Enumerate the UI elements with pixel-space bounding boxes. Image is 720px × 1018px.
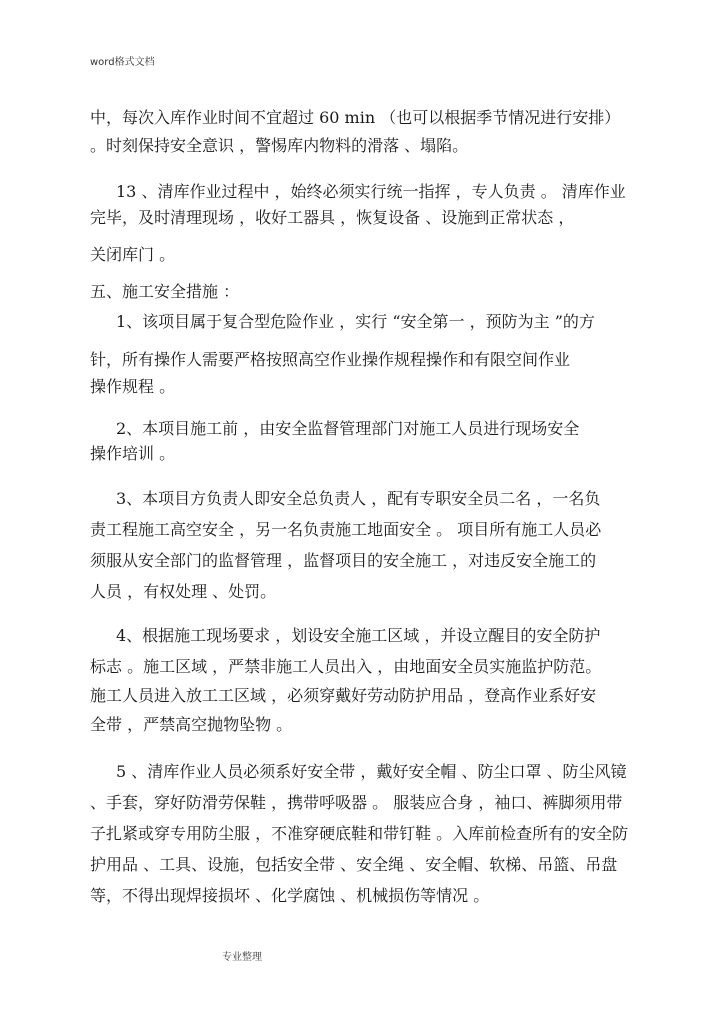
body-line: 针，所有操作人需要严格按照高空作业操作规程操作和有限空间作业 (90, 350, 571, 369)
body-line: 人员 ，有权处理 、处罚。 (90, 582, 277, 601)
body-line: 13 、清库作业过程中 ，始终必须实行统一指挥 ，专人负责 。 清库作业 (116, 182, 626, 201)
page-footer: 专业整理 (222, 952, 262, 963)
body-line: 、手套，穿好防滑劳保鞋 ，携带呼吸器 。 服装应合身 ，袖口、裤脚须用带 (90, 793, 623, 812)
body-line: 3、本项目方负责人即安全总负责人 ，配有专职安全员二名 ，一名负 (116, 489, 601, 508)
body-line: 标志 。施工区域 ，严禁非施工人员出入 ，由地面安全员实施监护防范。 (90, 657, 602, 676)
body-line: 。时刻保持安全意识 ，警惕库内物料的滑落 、塌陷。 (90, 136, 469, 155)
body-line: 关闭库门 。 (90, 245, 176, 264)
body-line: 子扎紧或穿专用防尘服 ，不准穿硬底鞋和带钉鞋 。入库前检查所有的安全防 (90, 824, 629, 843)
body-line: 4、根据施工现场要求 ，划设安全施工区域 ，并设立醒目的安全防护 (116, 626, 601, 645)
body-line: 全带 ，严禁高空抛物坠物 。 (90, 715, 293, 734)
section-heading: 五、施工安全措施 ： (90, 282, 240, 301)
body-line: 操作培训 。 (90, 444, 176, 463)
body-line: 中，每次入库作业时间不宜超过 60 min （也可以根据季节情况进行安排） (90, 108, 621, 127)
body-line: 施工人员进入放工工区域 ，必须穿戴好劳动防护用品 ，登高作业系好安 (90, 686, 597, 705)
body-line: 护用品 、工具、设施，包括安全带 、安全绳 、安全帽、软梯、吊篮、吊盘 (90, 855, 618, 874)
body-line: 5 、清库作业人员必须系好安全带 ，戴好安全帽 、防尘口罩 、防尘风镜 (116, 762, 627, 781)
body-line: 完毕，及时清理现场 ，收好工器具 ，恢复设备 、设施到正常状态 ， (90, 208, 575, 227)
body-line: 等，不得出现焊接损坏 、化学腐蚀 、机械损伤等情况 。 (90, 886, 490, 905)
body-line: 2、本项目施工前 ，由安全监督管理部门对施工人员进行现场安全 (116, 419, 580, 438)
body-line: 须服从安全部门的监督管理 ，监督项目的安全施工 ，对违反安全施工的 (90, 551, 597, 570)
body-line: 操作规程 。 (90, 377, 176, 396)
body-line: 责工程施工高空安全 ，另一名负责施工地面安全 。 项目所有施工人员必 (90, 520, 602, 539)
body-line: 1、该项目属于复合型危险作业 ，实行 “安全第一 ，预防为主 ”的方 (116, 312, 595, 331)
page-header: word格式文档 (90, 57, 155, 68)
